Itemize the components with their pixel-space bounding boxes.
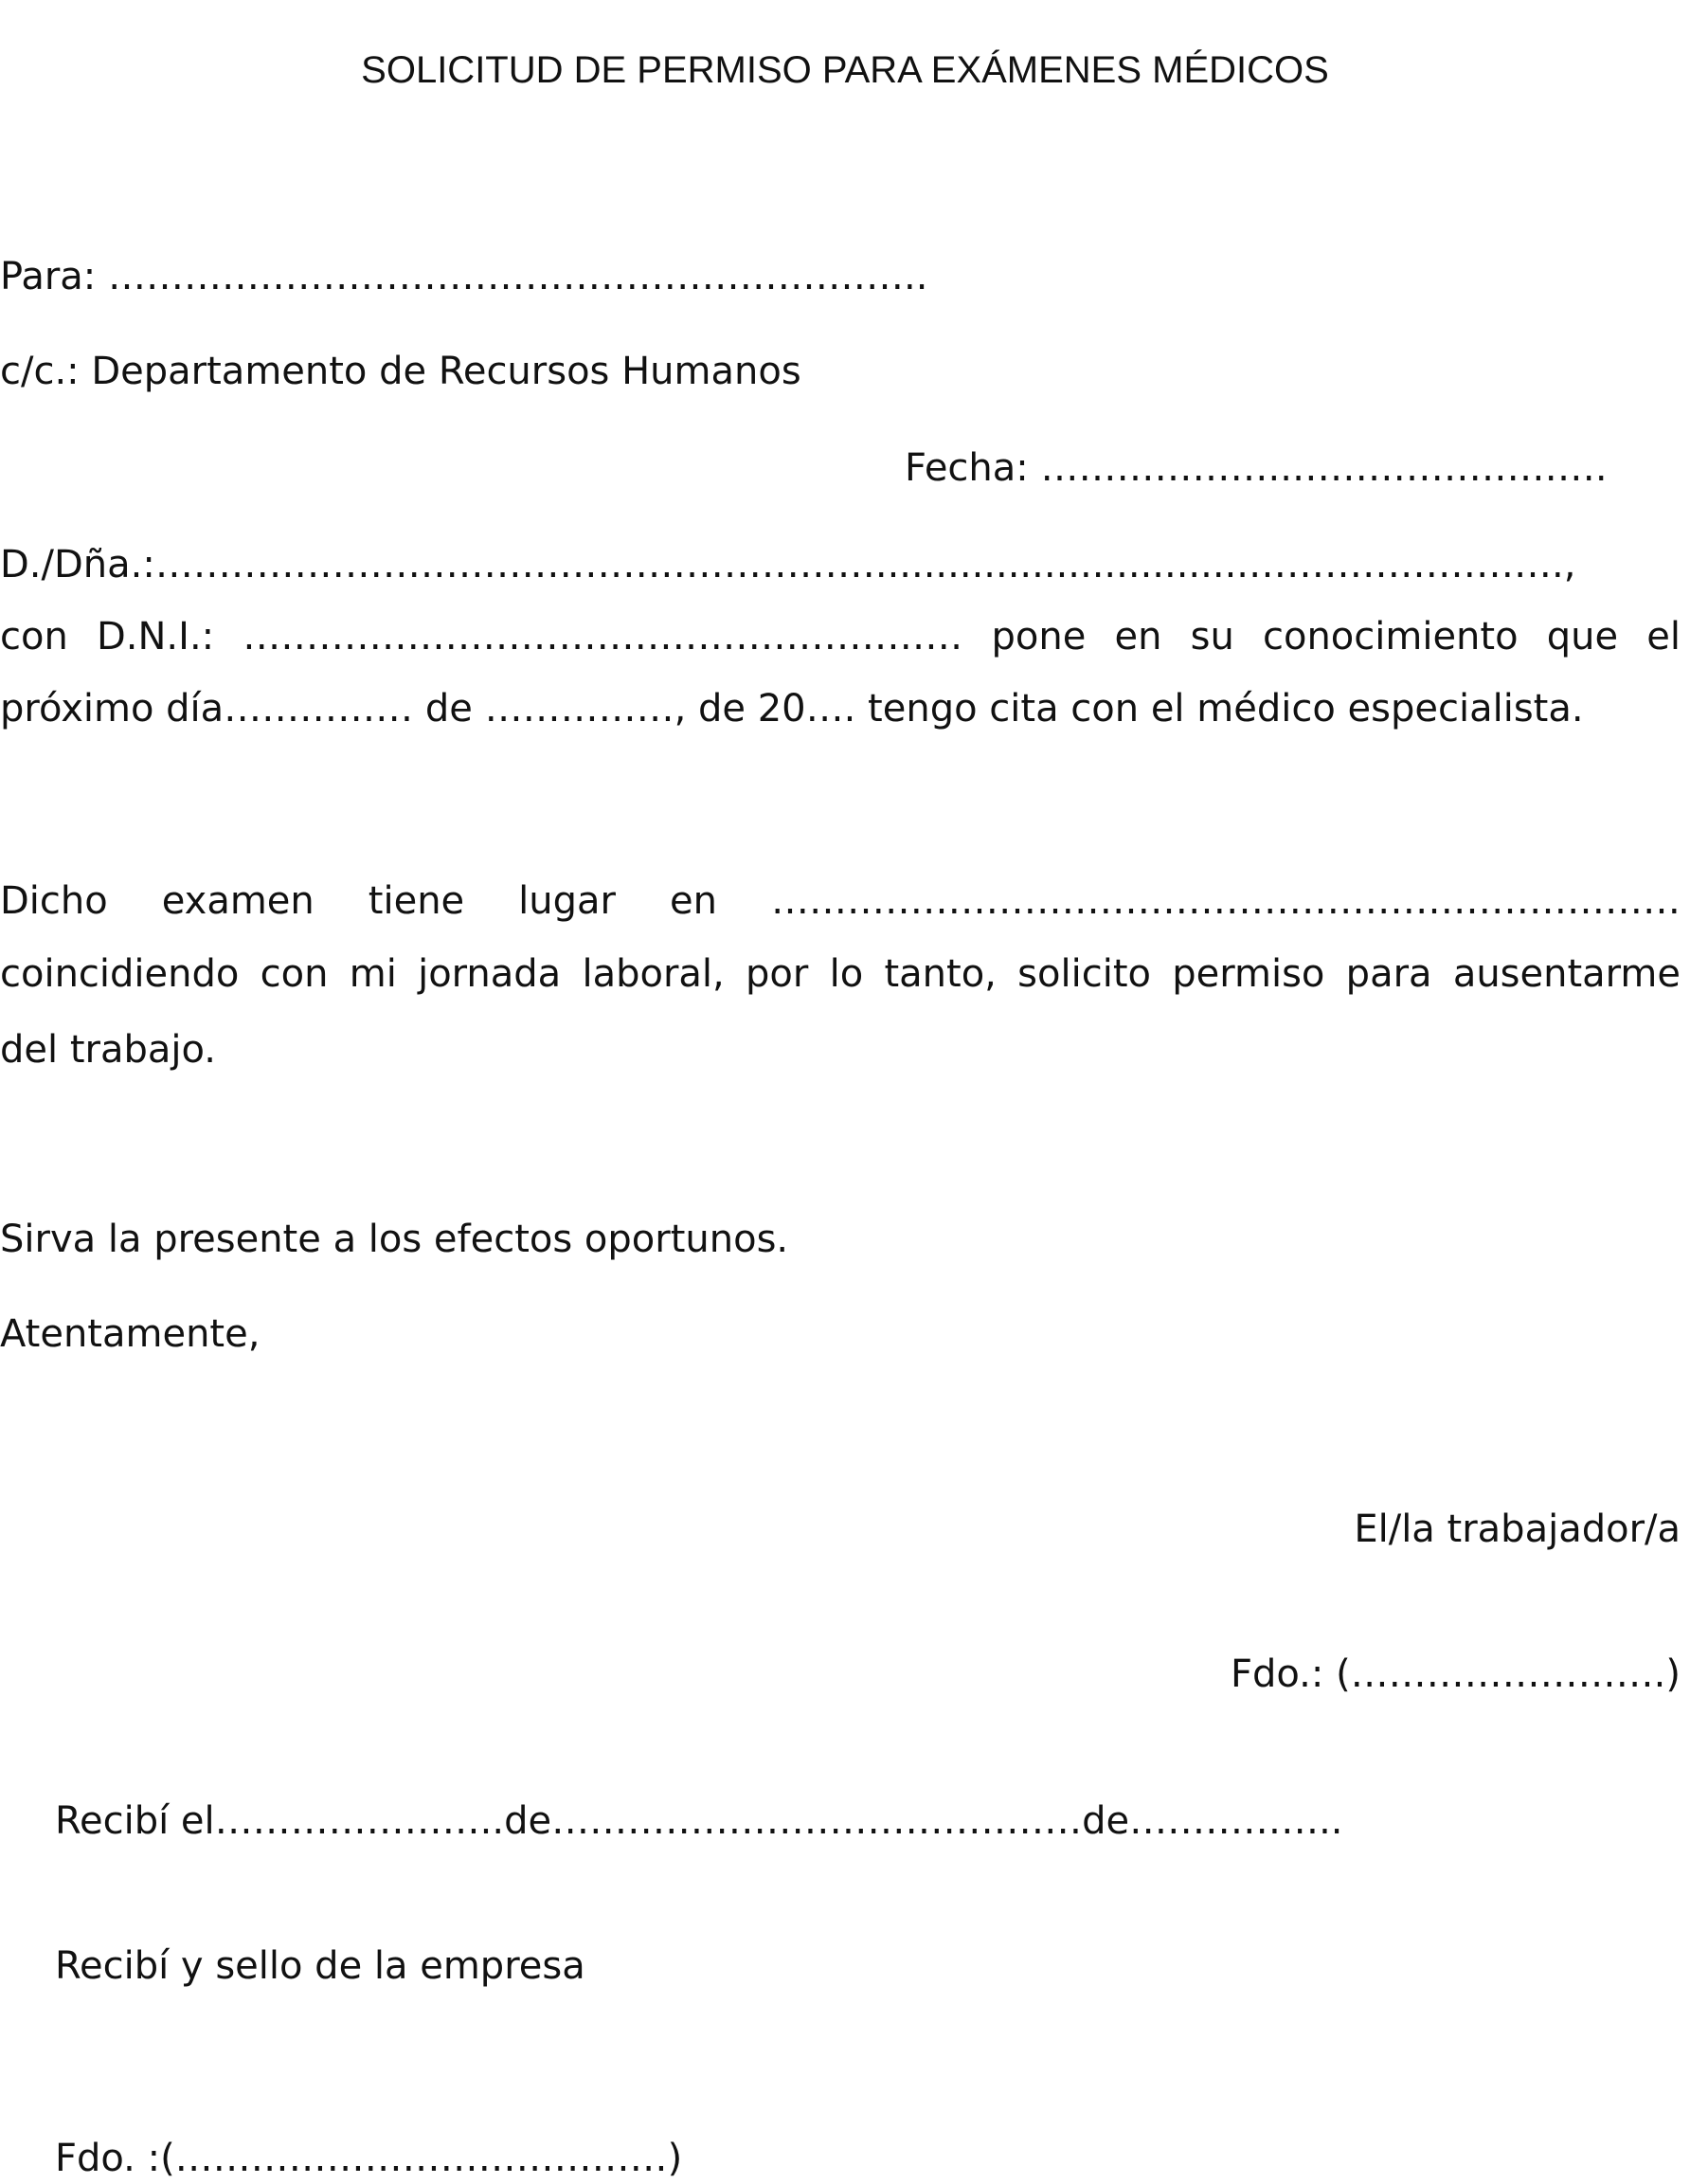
fdo-empresa-line: Fdo. :(…………………………………) xyxy=(55,2137,683,2180)
examen-line-1: Dicho examen tiene lugar en ……………………………………………………………… xyxy=(0,879,1681,923)
proximo-dia-line: próximo día…………… de ……………, de 20…. tengo cita con el médico especialista. xyxy=(0,687,1584,731)
recibi-el-line: Recibí el…………………..de……………………………………de…………….. xyxy=(55,1799,1343,1843)
trabajador-label: El/la trabajador/a xyxy=(1354,1507,1681,1551)
atentamente-line: Atentamente, xyxy=(0,1312,261,1356)
examen-line-2: coincidiendo con mi jornada laboral, por lo tanto, solicito permiso para ausentarme xyxy=(0,952,1681,996)
para-line: Para: ……………………………………………………….. xyxy=(0,255,928,298)
sirva-line: Sirva la presente a los efectos oportunos. xyxy=(0,1218,789,1261)
dna-line: D./Dña.:…………………………………………………...............................……………………., xyxy=(0,543,1576,587)
examen-line-3: del trabajo. xyxy=(0,1028,216,1072)
fecha-line: Fecha: ………………..……………………. xyxy=(905,446,1608,490)
recibi-sello-line: Recibí y sello de la empresa xyxy=(55,1944,585,1988)
fdo-trabajador-line: Fdo.: (…………………….) xyxy=(1231,1652,1681,1696)
cc-line: c/c.: Departamento de Recursos Humanos xyxy=(0,350,801,393)
document-title: SOLICITUD DE PERMISO PARA EXÁMENES MÉDICOS xyxy=(361,49,1329,91)
dni-line: con D.N.I.: ………………………………………………… pone en su conocimiento que el xyxy=(0,615,1681,659)
